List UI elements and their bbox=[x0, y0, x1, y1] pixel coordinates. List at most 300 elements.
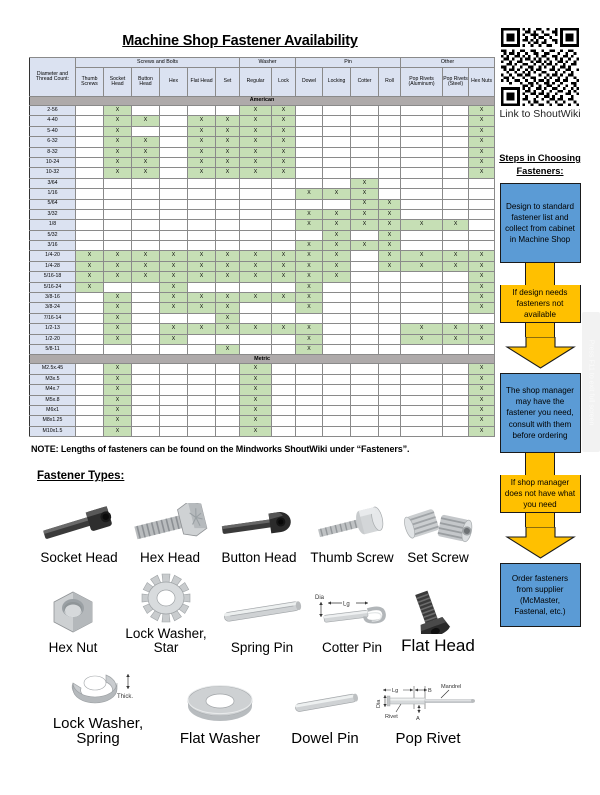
table-cell bbox=[443, 147, 469, 157]
table-cell: X bbox=[296, 324, 323, 334]
table-cell: X bbox=[240, 426, 272, 436]
table-cell bbox=[272, 405, 296, 415]
table-cell bbox=[240, 189, 272, 199]
table-cell: X bbox=[443, 251, 469, 261]
gallery-caption: Lock Washer, Spring bbox=[52, 715, 144, 748]
table-cell bbox=[351, 395, 379, 405]
table-cell bbox=[351, 272, 379, 282]
table-column-header: Pop Rivets (Steel) bbox=[443, 68, 469, 97]
table-cell: X bbox=[469, 426, 495, 436]
table-cell: X bbox=[469, 137, 495, 147]
table-cell: X bbox=[104, 116, 132, 126]
table-cell: X bbox=[323, 251, 351, 261]
table-cell bbox=[104, 199, 132, 209]
table-cell: X bbox=[240, 374, 272, 384]
table-row-label: M3x.5 bbox=[30, 374, 76, 384]
table-cell bbox=[401, 395, 443, 405]
table-cell: X bbox=[323, 220, 351, 230]
table-cell: X bbox=[160, 272, 188, 282]
table-cell: X bbox=[469, 261, 495, 271]
table-cell bbox=[323, 334, 351, 344]
table-column-header: Button Head bbox=[132, 68, 160, 97]
table-cell bbox=[216, 230, 240, 240]
table-cell: X bbox=[296, 344, 323, 354]
table-cell bbox=[104, 220, 132, 230]
table-column-header-row bbox=[30, 68, 495, 97]
table-cell bbox=[132, 395, 160, 405]
table-section-row: American bbox=[30, 97, 495, 106]
table-cell: X bbox=[323, 261, 351, 271]
table-cell bbox=[240, 209, 272, 219]
table-row bbox=[30, 385, 495, 395]
table-cell bbox=[401, 126, 443, 136]
table-cell: X bbox=[469, 364, 495, 374]
table-group-header: Other bbox=[401, 58, 495, 68]
table-cell: X bbox=[469, 334, 495, 344]
table-cell: X bbox=[104, 251, 132, 261]
table-cell bbox=[351, 293, 379, 303]
table-cell: X bbox=[240, 116, 272, 126]
table-cell bbox=[401, 303, 443, 313]
table-cell bbox=[188, 178, 216, 188]
table-cell bbox=[323, 395, 351, 405]
table-cell bbox=[379, 313, 401, 323]
table-cell: X bbox=[469, 416, 495, 426]
table-cell bbox=[351, 364, 379, 374]
table-cell: X bbox=[401, 251, 443, 261]
table-cell bbox=[401, 313, 443, 323]
table-cell: X bbox=[296, 282, 323, 292]
table-cell bbox=[351, 313, 379, 323]
table-cell bbox=[379, 426, 401, 436]
table-cell: X bbox=[469, 251, 495, 261]
gallery-caption: Flat Washer bbox=[179, 730, 261, 748]
table-cell bbox=[188, 374, 216, 384]
table-cell bbox=[379, 416, 401, 426]
table-cell bbox=[160, 241, 188, 251]
gallery-row-1 bbox=[30, 486, 480, 564]
flow-step-3: The shop manager may have the fastener you need, consult with them before ordering bbox=[500, 373, 581, 453]
table-cell bbox=[272, 178, 296, 188]
table-cell bbox=[132, 426, 160, 436]
table-cell bbox=[76, 334, 104, 344]
table-cell: X bbox=[104, 147, 132, 157]
table-cell: X bbox=[296, 334, 323, 344]
table-cell bbox=[296, 426, 323, 436]
table-cell bbox=[240, 220, 272, 230]
table-cell bbox=[323, 303, 351, 313]
table-cell bbox=[323, 374, 351, 384]
table-cell: X bbox=[469, 168, 495, 178]
table-cell bbox=[379, 334, 401, 344]
table-cell: X bbox=[216, 116, 240, 126]
table-cell: X bbox=[188, 324, 216, 334]
table-cell bbox=[216, 220, 240, 230]
table-cell: X bbox=[216, 272, 240, 282]
table-cell bbox=[323, 405, 351, 415]
table-cell bbox=[216, 282, 240, 292]
table-cell: X bbox=[104, 313, 132, 323]
table-cell: X bbox=[379, 220, 401, 230]
table-cell bbox=[443, 241, 469, 251]
table-cell: X bbox=[469, 157, 495, 167]
table-cell: X bbox=[272, 272, 296, 282]
table-column-header: Set bbox=[216, 68, 240, 97]
table-cell: X bbox=[104, 293, 132, 303]
table-cell bbox=[272, 209, 296, 219]
gallery-row-2 bbox=[30, 568, 480, 654]
table-cell bbox=[76, 364, 104, 374]
gallery-caption: Flat Head bbox=[401, 636, 475, 656]
table-cell: X bbox=[296, 189, 323, 199]
table-cell bbox=[104, 189, 132, 199]
table-cell bbox=[351, 385, 379, 395]
table-cell bbox=[296, 313, 323, 323]
table-cell bbox=[443, 395, 469, 405]
table-cell bbox=[296, 137, 323, 147]
gallery-item-lock-washer-star bbox=[116, 571, 216, 654]
table-cell bbox=[76, 126, 104, 136]
table-column-header: Dowel bbox=[296, 68, 323, 97]
table-cell: X bbox=[216, 126, 240, 136]
table-cell: X bbox=[401, 324, 443, 334]
table-cell: X bbox=[240, 157, 272, 167]
table-cell bbox=[216, 241, 240, 251]
table-row-label: 1/16 bbox=[30, 189, 76, 199]
table-cell bbox=[188, 344, 216, 354]
table-cell bbox=[272, 220, 296, 230]
table-row-label: 3/32 bbox=[30, 209, 76, 219]
table-cell: X bbox=[216, 313, 240, 323]
table-cell: X bbox=[351, 241, 379, 251]
table-cell bbox=[160, 168, 188, 178]
table-cell bbox=[401, 168, 443, 178]
table-cell: X bbox=[401, 220, 443, 230]
lock-washer-star-icon bbox=[133, 571, 199, 625]
flow-connector-4 bbox=[525, 513, 555, 527]
table-cell bbox=[160, 106, 188, 116]
gallery-caption: Set Screw bbox=[407, 549, 469, 565]
steps-heading-line1: Steps in Choosing bbox=[499, 153, 581, 163]
table-cell bbox=[351, 106, 379, 116]
table-cell: X bbox=[216, 168, 240, 178]
table-cell bbox=[188, 364, 216, 374]
table-cell: X bbox=[240, 405, 272, 415]
table-row-label: 3/8-16 bbox=[30, 293, 76, 303]
table-row-label: 5-40 bbox=[30, 126, 76, 136]
table-cell bbox=[76, 241, 104, 251]
table-cell bbox=[104, 178, 132, 188]
table-cell: X bbox=[188, 303, 216, 313]
table-cell: X bbox=[272, 147, 296, 157]
table-cell bbox=[401, 426, 443, 436]
table-cell bbox=[216, 405, 240, 415]
lock-washer-thickness-label: Thick. bbox=[117, 694, 134, 701]
table-cell bbox=[379, 405, 401, 415]
table-cell bbox=[272, 189, 296, 199]
table-cell bbox=[323, 116, 351, 126]
table-cell bbox=[132, 199, 160, 209]
table-cell bbox=[351, 405, 379, 415]
table-cell bbox=[323, 282, 351, 292]
table-cell: X bbox=[132, 168, 160, 178]
table-cell bbox=[323, 126, 351, 136]
table-cell: X bbox=[104, 106, 132, 116]
table-cell: X bbox=[296, 293, 323, 303]
table-row bbox=[30, 157, 495, 167]
table-cell bbox=[76, 344, 104, 354]
table-cell: X bbox=[104, 126, 132, 136]
table-cell bbox=[272, 303, 296, 313]
table-row bbox=[30, 344, 495, 354]
table-row bbox=[30, 364, 495, 374]
table-cell: X bbox=[160, 334, 188, 344]
table-cell: X bbox=[323, 230, 351, 240]
table-cell: X bbox=[469, 282, 495, 292]
table-cell bbox=[379, 126, 401, 136]
table-cell bbox=[401, 178, 443, 188]
table-cell bbox=[443, 106, 469, 116]
table-row bbox=[30, 137, 495, 147]
table-cell bbox=[401, 157, 443, 167]
table-column-header: Pop Rivets (Aluminum) bbox=[401, 68, 443, 97]
table-cell: X bbox=[104, 303, 132, 313]
table-cell bbox=[132, 209, 160, 219]
table-cell bbox=[379, 157, 401, 167]
table-row bbox=[30, 293, 495, 303]
table-row bbox=[30, 230, 495, 240]
table-cell bbox=[401, 416, 443, 426]
table-cell bbox=[323, 178, 351, 188]
table-cell bbox=[160, 209, 188, 219]
table-cell bbox=[188, 385, 216, 395]
table-cell: X bbox=[272, 126, 296, 136]
pop-rivet-mandrel-label: Mandrel bbox=[441, 684, 462, 691]
table-cell bbox=[379, 395, 401, 405]
table-cell: X bbox=[469, 293, 495, 303]
table-group-header: Pin bbox=[296, 58, 401, 68]
table-cell bbox=[160, 178, 188, 188]
table-cell: X bbox=[272, 251, 296, 261]
table-cell bbox=[296, 157, 323, 167]
table-cell: X bbox=[240, 385, 272, 395]
table-cell: X bbox=[104, 385, 132, 395]
table-cell bbox=[132, 303, 160, 313]
table-cell bbox=[76, 189, 104, 199]
table-cell bbox=[76, 157, 104, 167]
gallery-item-socket-head bbox=[30, 501, 128, 565]
table-cell: X bbox=[188, 293, 216, 303]
table-cell: X bbox=[240, 364, 272, 374]
table-row bbox=[30, 261, 495, 271]
table-row bbox=[30, 147, 495, 157]
table-cell bbox=[401, 137, 443, 147]
table-cell bbox=[443, 137, 469, 147]
table-cell bbox=[132, 374, 160, 384]
gallery-caption: Lock Washer, Star bbox=[125, 626, 207, 655]
socket-head-icon bbox=[35, 501, 123, 549]
table-cell bbox=[272, 416, 296, 426]
table-group-header: Screws and Bolts bbox=[76, 58, 240, 68]
table-cell bbox=[76, 385, 104, 395]
table-cell bbox=[296, 178, 323, 188]
table-column-header: Locking bbox=[323, 68, 351, 97]
table-cell: X bbox=[240, 168, 272, 178]
table-cell: X bbox=[469, 126, 495, 136]
table-cell bbox=[240, 241, 272, 251]
table-cell: X bbox=[216, 324, 240, 334]
gallery-row-3 bbox=[30, 660, 480, 746]
table-cell bbox=[188, 395, 216, 405]
table-cell: X bbox=[272, 324, 296, 334]
table-cell bbox=[401, 385, 443, 395]
gallery-caption: Pop Rivet bbox=[395, 730, 461, 748]
table-cell: X bbox=[240, 293, 272, 303]
table-cell bbox=[160, 157, 188, 167]
table-cell: X bbox=[469, 272, 495, 282]
table-cell bbox=[76, 199, 104, 209]
table-cell bbox=[160, 426, 188, 436]
page-title: Machine Shop Fastener Availability bbox=[122, 33, 358, 49]
table-cell: X bbox=[296, 241, 323, 251]
table-cell bbox=[240, 178, 272, 188]
table-cell bbox=[351, 261, 379, 271]
fullscreen-hint-overlay bbox=[582, 312, 600, 452]
fastener-gallery bbox=[30, 486, 480, 746]
table-cell bbox=[443, 405, 469, 415]
flow-step-4: If shop manager does not have what you need bbox=[500, 475, 581, 513]
table-cell bbox=[132, 106, 160, 116]
table-cell bbox=[132, 126, 160, 136]
table-cell bbox=[132, 230, 160, 240]
table-cell bbox=[132, 189, 160, 199]
gallery-item-lock-washer-spring bbox=[30, 662, 166, 746]
table-cell bbox=[216, 364, 240, 374]
table-cell bbox=[76, 395, 104, 405]
table-cell bbox=[272, 374, 296, 384]
table-cell bbox=[351, 126, 379, 136]
table-cell: X bbox=[272, 116, 296, 126]
table-cell bbox=[160, 416, 188, 426]
table-row bbox=[30, 416, 495, 426]
table-cell bbox=[443, 385, 469, 395]
table-row bbox=[30, 106, 495, 116]
table-cell bbox=[296, 126, 323, 136]
table-cell bbox=[379, 364, 401, 374]
table-cell bbox=[272, 426, 296, 436]
pop-rivet-dia-label: Dia bbox=[376, 699, 382, 709]
table-row bbox=[30, 209, 495, 219]
table-cell: X bbox=[160, 251, 188, 261]
table-cell: X bbox=[469, 395, 495, 405]
table-cell bbox=[188, 405, 216, 415]
table-cell bbox=[240, 199, 272, 209]
table-row bbox=[30, 426, 495, 436]
table-column-header: Thumb Screws bbox=[76, 68, 104, 97]
table-cell bbox=[379, 282, 401, 292]
table-row bbox=[30, 168, 495, 178]
table-cell: X bbox=[76, 261, 104, 271]
qr-code[interactable] bbox=[501, 28, 579, 106]
table-cell bbox=[401, 364, 443, 374]
table-row-label: M10x1.5 bbox=[30, 426, 76, 436]
table-cell: X bbox=[272, 261, 296, 271]
gallery-caption: Socket Head bbox=[40, 549, 118, 565]
flat-washer-icon bbox=[183, 677, 257, 729]
table-cell bbox=[132, 364, 160, 374]
set-screw-icon bbox=[401, 501, 475, 549]
table-cell: X bbox=[240, 324, 272, 334]
table-cell: X bbox=[160, 303, 188, 313]
table-cell bbox=[188, 106, 216, 116]
table-row-label: 2-56 bbox=[30, 106, 76, 116]
table-cell bbox=[296, 147, 323, 157]
table-cell bbox=[323, 416, 351, 426]
table-cell bbox=[401, 293, 443, 303]
table-cell: X bbox=[272, 293, 296, 303]
table-cell bbox=[351, 374, 379, 384]
table-cell bbox=[188, 189, 216, 199]
table-cell bbox=[401, 199, 443, 209]
table-row bbox=[30, 313, 495, 323]
table-cell bbox=[240, 334, 272, 344]
table-cell: X bbox=[323, 272, 351, 282]
fullscreen-hint-text: Press F11 to exit full screen bbox=[587, 339, 595, 425]
table-cell: X bbox=[443, 334, 469, 344]
table-cell bbox=[132, 344, 160, 354]
table-cell: X bbox=[240, 416, 272, 426]
table-cell: X bbox=[240, 137, 272, 147]
table-section-row: Metric bbox=[30, 355, 495, 364]
table-cell: X bbox=[323, 189, 351, 199]
table-cell bbox=[216, 189, 240, 199]
table-cell bbox=[443, 209, 469, 219]
table-cell: X bbox=[351, 178, 379, 188]
table-cell bbox=[443, 364, 469, 374]
table-cell: X bbox=[240, 126, 272, 136]
table-cell bbox=[443, 168, 469, 178]
table-cell: X bbox=[216, 303, 240, 313]
table-cell bbox=[160, 137, 188, 147]
table-row-label: M5x.8 bbox=[30, 395, 76, 405]
table-row bbox=[30, 251, 495, 261]
table-cell bbox=[160, 385, 188, 395]
table-cell: X bbox=[216, 157, 240, 167]
table-cell bbox=[76, 137, 104, 147]
table-cell bbox=[323, 385, 351, 395]
table-row-label: 10-24 bbox=[30, 157, 76, 167]
pop-rivet-rivet-label: Rivet bbox=[385, 714, 398, 721]
table-cell bbox=[104, 209, 132, 219]
table-cell bbox=[160, 313, 188, 323]
table-cell bbox=[76, 147, 104, 157]
table-cell: X bbox=[469, 374, 495, 384]
table-cell bbox=[379, 385, 401, 395]
table-cell bbox=[379, 116, 401, 126]
table-cell bbox=[160, 126, 188, 136]
table-cell bbox=[132, 241, 160, 251]
table-cell bbox=[443, 199, 469, 209]
table-cell bbox=[272, 241, 296, 251]
table-cell bbox=[188, 230, 216, 240]
cotter-pin-dia-label: Dia bbox=[315, 594, 325, 601]
table-cell: X bbox=[160, 324, 188, 334]
table-row bbox=[30, 126, 495, 136]
table-column-header: Flat Head bbox=[188, 68, 216, 97]
flow-connector-2 bbox=[525, 323, 555, 337]
table-cell: X bbox=[351, 220, 379, 230]
table-cell bbox=[351, 116, 379, 126]
